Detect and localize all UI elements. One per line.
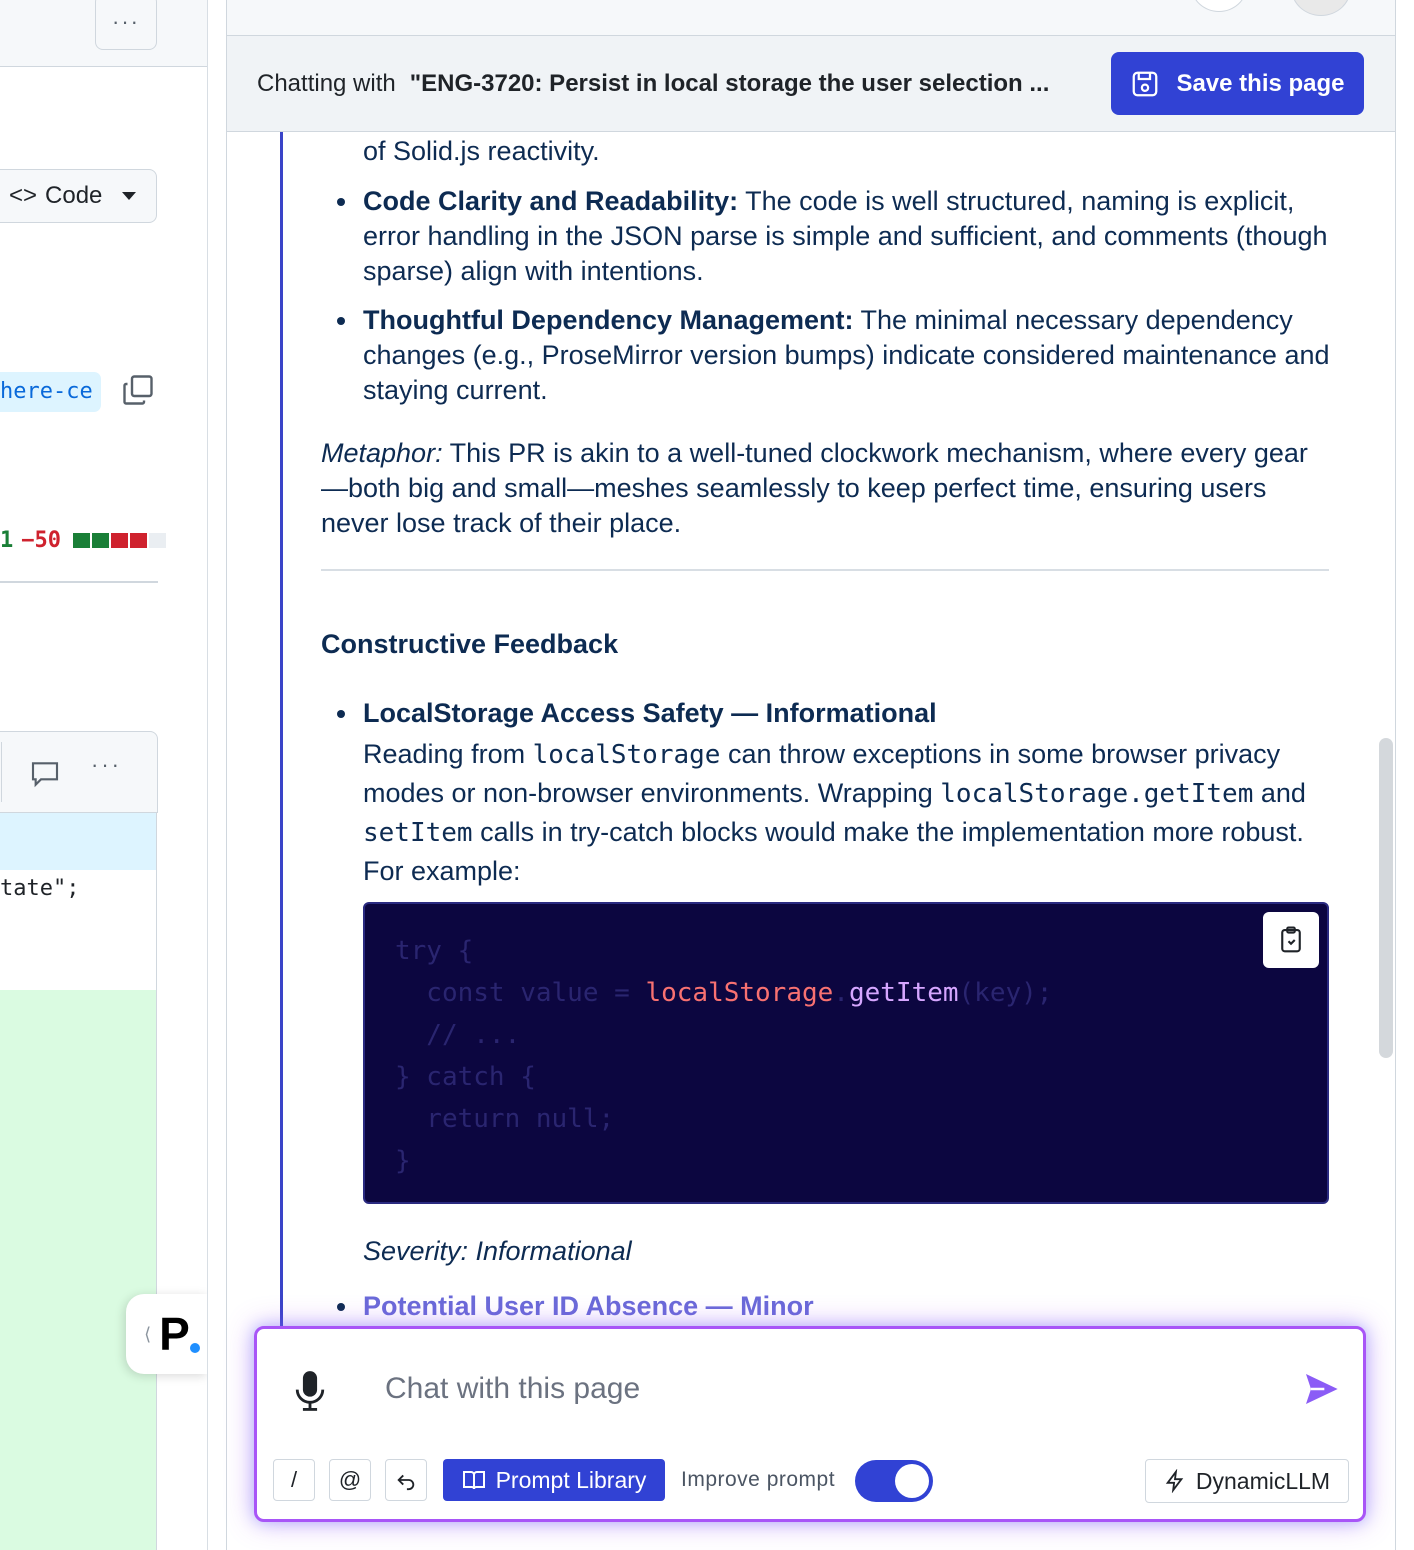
code-line <box>395 972 1297 1014</box>
undo-icon <box>395 1469 417 1491</box>
copy-code-button[interactable] <box>1263 912 1319 968</box>
list-item-title: Thoughtful Dependency Management: <box>363 305 854 335</box>
list-item <box>321 303 1331 408</box>
text-span: can throw exceptions in some browser privacy modes or non-browser environments. Wrapping <box>363 739 1281 808</box>
p-logo-icon: P <box>159 1311 190 1357</box>
slash-command-button[interactable]: / <box>273 1459 315 1501</box>
code-icon: <> <box>9 182 38 209</box>
mention-button[interactable]: @ <box>329 1459 371 1501</box>
partial-line: of Solid.js reactivity. <box>363 136 600 166</box>
user-avatar[interactable] <box>1191 0 1247 12</box>
metaphor-text: This PR is akin to a well-tuned clockwork mechanism, where every gear—both big and small—meshes seamlessly to keep perfect time, ensuring users never lose track of their place. <box>321 438 1308 538</box>
save-button-label: Save this page <box>1176 69 1345 97</box>
save-page-button[interactable] <box>1111 52 1364 115</box>
code-token: (key); <box>958 978 1053 1008</box>
diff-hunk-header <box>0 813 157 870</box>
model-label: DynamicLLM <box>1195 1467 1331 1494</box>
chat-response <box>280 132 1380 1332</box>
list-item-text: The minimal necessary dependency changes (e.g., ProseMirror version bumps) indicate considered maintenance and staying current. <box>363 305 1330 405</box>
improve-prompt-toggle[interactable] <box>855 1460 933 1502</box>
list-item-text <box>363 735 1331 890</box>
code-line: return null; <box>395 1104 615 1134</box>
toggle-knob <box>895 1464 929 1498</box>
section-heading: Constructive Feedback <box>321 629 619 659</box>
chat-input[interactable] <box>385 1359 1265 1419</box>
prompt-library-button[interactable] <box>443 1459 665 1501</box>
list-item-title: Code Clarity and Readability: <box>363 186 739 216</box>
metaphor-paragraph <box>321 436 1331 541</box>
diff-block <box>92 533 109 548</box>
code-dropdown-button[interactable] <box>0 169 157 223</box>
github-pr-background <box>0 0 208 1550</box>
comment-icon[interactable] <box>29 758 61 790</box>
divider <box>0 581 158 583</box>
code-block <box>363 902 1329 1204</box>
deletions-count: −50 <box>21 528 61 553</box>
chat-panel <box>226 0 1396 1550</box>
save-icon <box>1130 69 1160 99</box>
code-token: const value = <box>395 978 646 1008</box>
response-body <box>321 132 1331 1324</box>
list-item-text: The code is well structured, naming is explicit, error handling in the JSON parse is simple and sufficient, and comments (though sparse) align with intentions. <box>363 186 1328 286</box>
chat-title <box>257 36 1049 132</box>
code-line: } catch { <box>395 1062 536 1092</box>
code-line: // ... <box>395 1020 521 1050</box>
list-item <box>321 184 1331 289</box>
extension-launcher[interactable] <box>126 1294 208 1374</box>
chat-header <box>227 36 1395 132</box>
prompt-library-label: Prompt Library <box>495 1466 647 1493</box>
chat-input-box <box>254 1326 1366 1522</box>
improve-prompt-label: Improve prompt <box>681 1468 836 1491</box>
copy-icon[interactable] <box>120 372 156 408</box>
top-toolbar <box>0 0 208 67</box>
code-line: try { <box>395 936 474 966</box>
inline-code: localStorage <box>532 740 721 770</box>
diff-blocks <box>73 533 166 548</box>
panel-topbar <box>227 0 1395 36</box>
undo-button[interactable] <box>385 1459 427 1501</box>
text-span: calls in try-catch blocks would make the implementation more robust. For example: <box>363 817 1304 886</box>
list-item <box>321 696 1331 890</box>
chevron-down-icon <box>122 192 136 200</box>
send-icon[interactable] <box>1301 1369 1341 1409</box>
more-options-button[interactable]: ··· <box>95 0 157 50</box>
chevron-left-icon: ⟨ <box>144 1323 152 1344</box>
diff-stat <box>0 528 166 553</box>
scrollbar[interactable] <box>1379 738 1393 1058</box>
text-span: and <box>1253 778 1306 808</box>
diff-block <box>130 533 147 548</box>
diff-added-block <box>0 990 157 1550</box>
code-line: } <box>395 1146 411 1176</box>
inline-code: localStorage.getItem <box>940 779 1254 809</box>
severity-text: Severity: Informational <box>363 1236 632 1266</box>
model-selector-button[interactable] <box>1145 1459 1349 1503</box>
code-token: . <box>833 978 849 1008</box>
list-item <box>321 1289 1331 1324</box>
diff-block <box>149 533 166 548</box>
list-item-title: LocalStorage Access Safety — Informational <box>363 698 937 728</box>
code-token: getItem <box>848 978 959 1008</box>
metaphor-label: Metaphor: <box>321 438 443 468</box>
chat-page-title: "ENG-3720: Persist in local storage the user selection ... <box>409 70 1050 97</box>
diff-block <box>73 533 90 548</box>
divider <box>1 742 2 802</box>
divider <box>321 569 1329 571</box>
diff-code-line: tate"; <box>0 870 157 990</box>
diff-block <box>111 533 128 548</box>
text-span: Reading from <box>363 739 533 769</box>
file-header <box>0 731 158 813</box>
microphone-icon[interactable] <box>293 1369 327 1413</box>
code-button-label: Code <box>45 182 103 209</box>
code-token: localStorage <box>645 978 834 1008</box>
book-icon <box>462 1469 486 1491</box>
inline-code: setItem <box>363 818 473 848</box>
lightning-icon <box>1164 1469 1186 1493</box>
list-item-title: Potential User ID Absence — Minor <box>363 1291 814 1321</box>
chatting-prefix: Chatting with <box>257 70 396 97</box>
clipboard-icon <box>1276 925 1306 955</box>
branch-name[interactable]: here-ce <box>0 372 101 412</box>
additions-count: 1 <box>0 528 14 553</box>
profile-avatar[interactable] <box>1291 0 1351 16</box>
file-options-icon[interactable]: ··· <box>91 752 122 777</box>
